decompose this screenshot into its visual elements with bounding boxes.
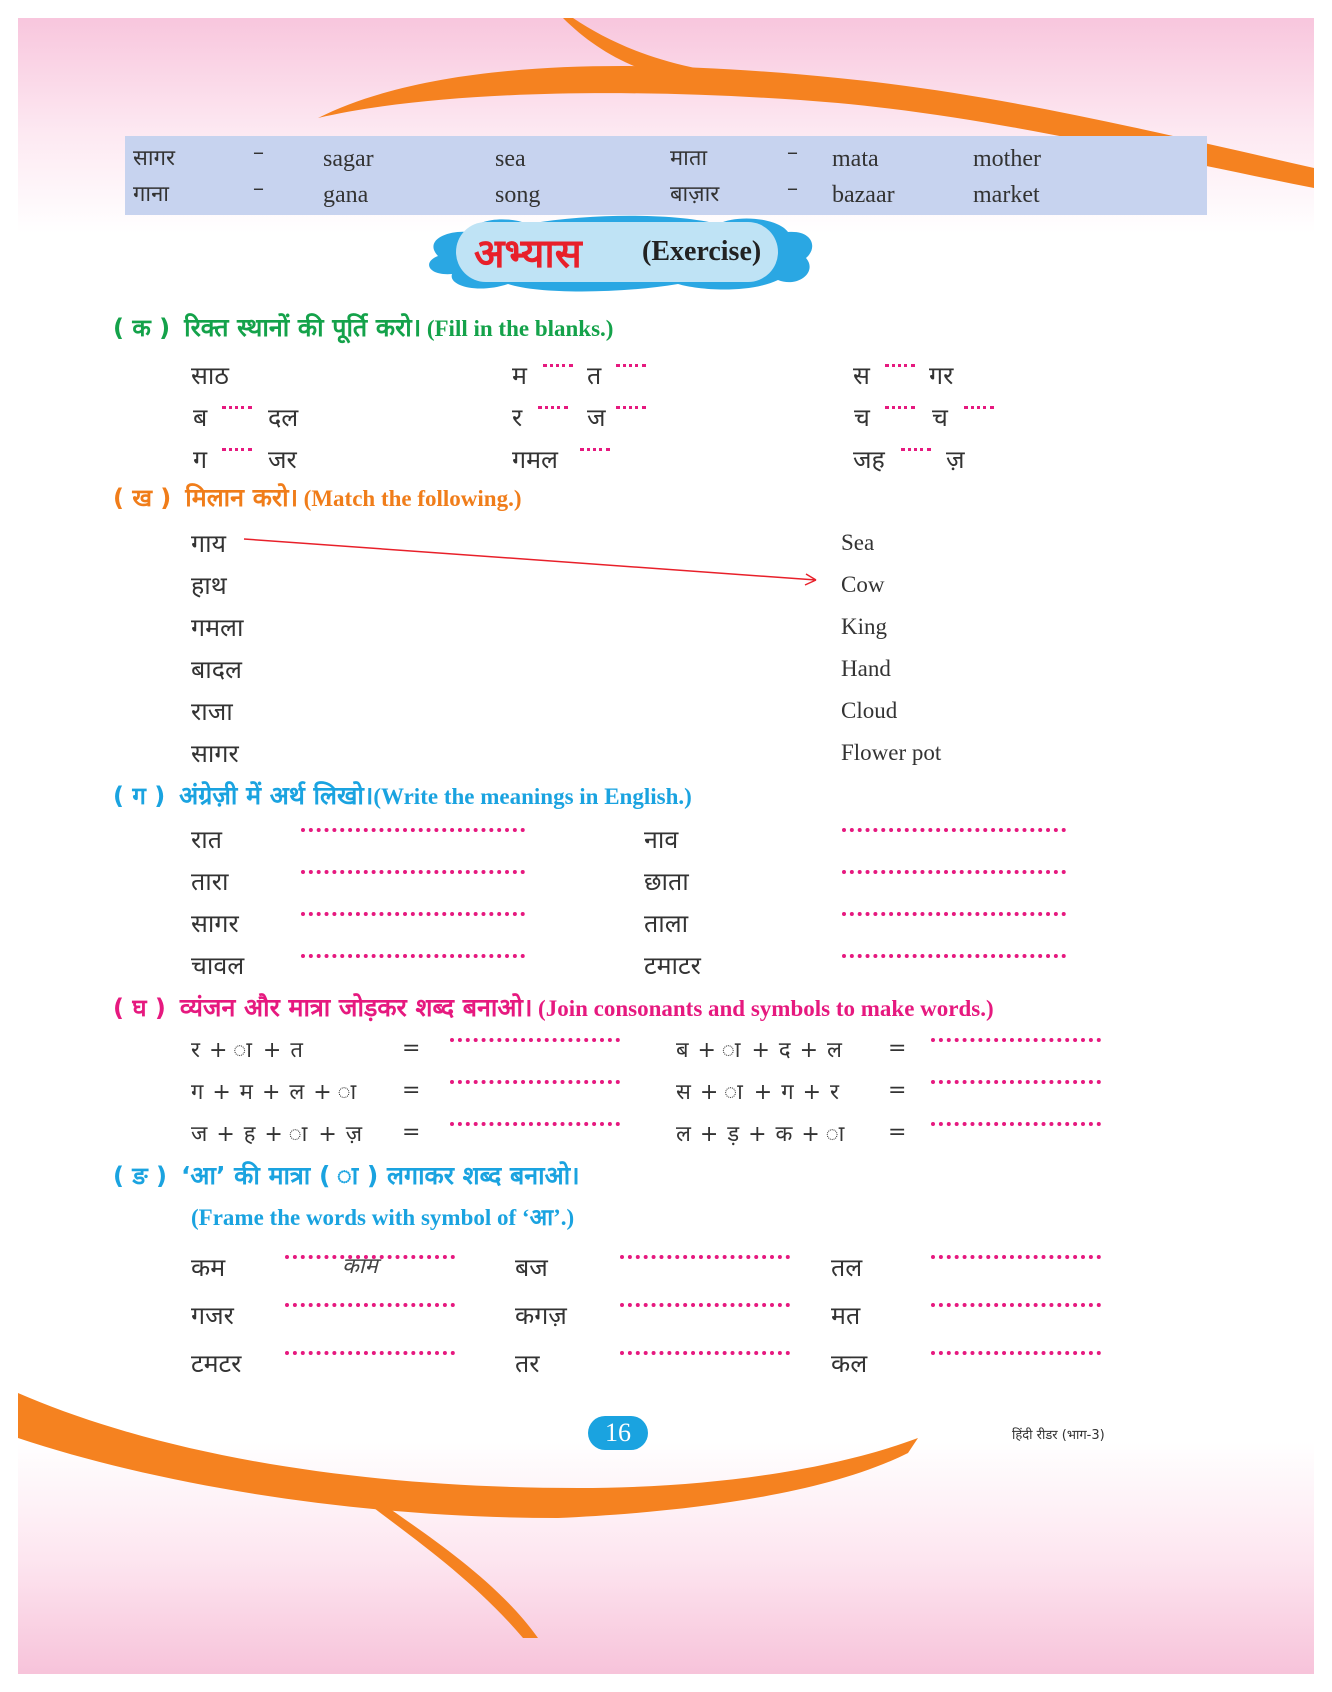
blank-item: साठ [191, 361, 229, 390]
blank-item-part: दल [268, 403, 299, 432]
frame-word: कल [831, 1349, 868, 1378]
match-example-arrow [18, 18, 1314, 818]
example-answer-handwritten: काम [342, 1254, 378, 1279]
equals-sign: = [888, 1120, 907, 1145]
meaning-word: नाव [644, 825, 679, 854]
join-expression: स + ा + ग + र [676, 1080, 840, 1105]
match-left-item[interactable]: बादल [191, 655, 242, 684]
page-number-badge: 16 [588, 1416, 648, 1450]
section-gha-title-hindi: व्यंजन और मात्रा जोड़कर शब्द बनाओ। [179, 993, 533, 1022]
equals-sign: = [888, 1036, 907, 1061]
vocab-english: sea [495, 146, 526, 172]
vocab-roman: mata [832, 146, 879, 172]
exercise-title-english: (Exercise) [642, 236, 762, 267]
answer-dots[interactable] [301, 870, 525, 874]
join-expression: ज + ह + ा + ज़ [191, 1122, 363, 1147]
blank-item-part: र [512, 403, 523, 432]
blank-item-part: ग [193, 445, 208, 474]
match-right-item[interactable]: Cloud [841, 698, 898, 723]
match-right-item[interactable]: Flower pot [841, 740, 942, 765]
section-kha-title-hindi: मिलान करो। [185, 483, 299, 512]
section-kha-label: ( ख ) [113, 484, 172, 512]
vocab-english: market [973, 182, 1040, 208]
answer-dots[interactable] [450, 1038, 620, 1042]
meaning-word: सागर [191, 909, 239, 938]
join-expression: ल + ड़ + क + ा [676, 1122, 847, 1147]
blank-item-part: गमल [512, 445, 558, 474]
section-ga-title-english: (Write the meanings in English.) [373, 784, 692, 809]
answer-dots[interactable] [620, 1351, 790, 1355]
frame-word: तल [831, 1253, 863, 1282]
match-right-item[interactable]: King [841, 614, 887, 639]
match-right-item[interactable]: Sea [841, 530, 875, 555]
vocab-roman: gana [323, 182, 369, 208]
join-expression: र + ा + त [191, 1038, 303, 1063]
answer-dots[interactable] [931, 1038, 1101, 1042]
answer-dots[interactable] [931, 1303, 1101, 1307]
answer-dots[interactable] [931, 1255, 1101, 1259]
join-expression: ग + म + ल + ा [191, 1080, 359, 1105]
section-kha-title-english: (Match the following.) [303, 486, 522, 511]
answer-dots[interactable] [285, 1303, 455, 1307]
vocab-hindi: सागर [133, 146, 175, 171]
match-right-item[interactable]: Hand [841, 656, 891, 681]
blank-item-part: ब [193, 403, 208, 432]
answer-dots[interactable] [842, 828, 1066, 832]
vocab-hindi: माता [670, 146, 708, 171]
section-ga-title-hindi: अंग्रेज़ी में अर्थ लिखो। [179, 781, 374, 810]
exercise-title-hindi: अभ्यास [474, 231, 582, 277]
vocab-english: mother [973, 146, 1041, 172]
vocab-dash: – [787, 176, 798, 201]
blank-item-part: गर [929, 361, 954, 390]
frame-word: टमटर [191, 1349, 242, 1378]
blank-item-part: म [512, 361, 527, 390]
answer-dots[interactable] [285, 1351, 455, 1355]
frame-word: मत [831, 1301, 861, 1330]
blank-item-part: स [853, 361, 870, 390]
section-nga-heading [113, 1158, 580, 1192]
meaning-word: टमाटर [644, 951, 701, 980]
blank-item-part: ज़ [946, 445, 965, 474]
section-ka-title-english: (Fill in the blanks.) [426, 316, 614, 341]
blank-item-part: त [587, 361, 602, 390]
meaning-word: तारा [191, 867, 229, 896]
match-left-item[interactable]: राजा [191, 697, 233, 726]
section-gha-heading [113, 990, 994, 1024]
vocab-roman: bazaar [832, 182, 895, 208]
answer-dots[interactable] [931, 1351, 1101, 1355]
meaning-word: चावल [191, 951, 245, 980]
book-title-footer: हिंदी रीडर (भाग-3) [1012, 1428, 1105, 1443]
section-ga-heading [113, 778, 692, 812]
vocab-roman: sagar [323, 146, 374, 172]
answer-dots[interactable] [301, 912, 525, 916]
vocab-english: song [495, 182, 541, 208]
frame-word: कम [191, 1253, 226, 1282]
vocab-dash: – [253, 140, 264, 165]
blank-item-part: ज [587, 403, 606, 432]
frame-word: बज [515, 1253, 548, 1282]
answer-dots[interactable] [620, 1303, 790, 1307]
vocab-dash: – [787, 140, 798, 165]
frame-word: गजर [191, 1301, 234, 1330]
section-gha-title-english: (Join consonants and symbols to make words.) [538, 996, 994, 1021]
blank-item-part: जर [268, 445, 297, 474]
section-nga-title-english: (Frame the words with symbol of ‘आ’.) [191, 1205, 575, 1230]
meaning-word: छाता [644, 867, 689, 896]
equals-sign: = [402, 1078, 421, 1103]
vocab-dash: – [253, 176, 264, 201]
blank-item-part: जह [853, 445, 885, 474]
answer-dots[interactable] [842, 912, 1066, 916]
equals-sign: = [402, 1120, 421, 1145]
frame-word: कगज़ [515, 1301, 567, 1330]
frame-word: तर [515, 1349, 540, 1378]
answer-dots[interactable] [450, 1080, 620, 1084]
blank-item-part: च [854, 403, 870, 432]
blank-item-part: च [932, 403, 948, 432]
answer-dots[interactable] [450, 1122, 620, 1126]
section-ga-label: ( ग ) [113, 782, 166, 810]
workbook-page [18, 18, 1314, 1674]
section-gha-label: ( घ ) [113, 994, 166, 1022]
answer-dots[interactable] [931, 1080, 1101, 1084]
match-left-item[interactable]: हाथ [191, 571, 227, 600]
equals-sign: = [888, 1078, 907, 1103]
meaning-word: ताला [644, 909, 689, 938]
answer-dots[interactable] [842, 870, 1066, 874]
match-left-item[interactable]: गमला [191, 613, 244, 642]
answer-dots[interactable] [931, 1122, 1101, 1126]
match-left-item[interactable]: सागर [191, 739, 239, 768]
answer-dots[interactable] [620, 1255, 790, 1259]
section-ka-label: ( क ) [113, 314, 171, 342]
vocab-hindi: बाज़ार [670, 182, 720, 207]
section-nga-label: ( ङ ) [113, 1162, 167, 1190]
answer-dots[interactable] [301, 828, 525, 832]
bottom-swoosh [18, 1393, 918, 1518]
equals-sign: = [402, 1036, 421, 1061]
match-right-item[interactable]: Cow [841, 572, 885, 597]
answer-dots[interactable] [842, 954, 1066, 958]
match-left-item[interactable]: गाय [191, 529, 227, 558]
section-nga-title-hindi: ‘आ’ की मात्रा ( ा ) लगाकर शब्द बनाओ। [180, 1161, 580, 1190]
meaning-word: रात [191, 825, 222, 854]
section-ka-title-hindi: रिक्त स्थानों की पूर्ति करो। [184, 313, 422, 342]
join-expression: ब + ा + द + ल [676, 1038, 842, 1063]
answer-dots[interactable] [301, 954, 525, 958]
vocab-hindi: गाना [133, 182, 169, 207]
